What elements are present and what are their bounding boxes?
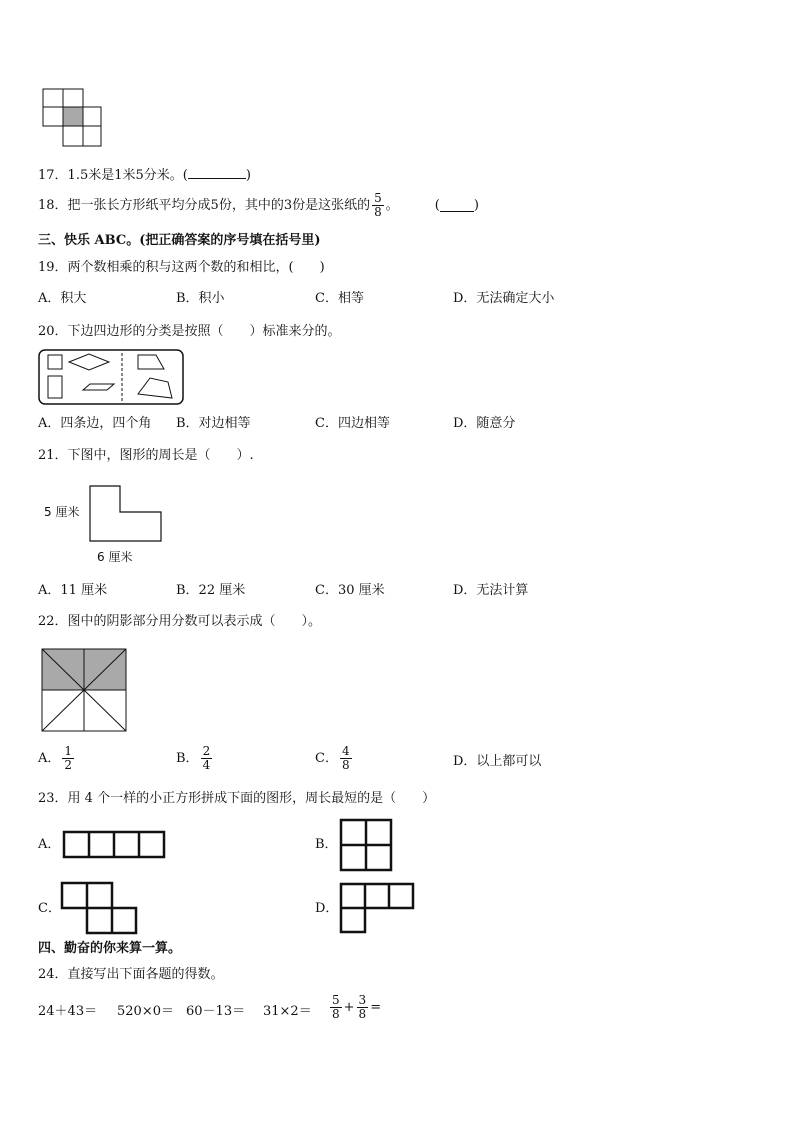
q23-option-d-label[interactable]: D．: [315, 901, 339, 916]
q22-option-b[interactable]: B． $\frac{2}{4}$: [176, 744, 211, 772]
question-24: 24．直接写出下面各题的得数。: [38, 967, 224, 982]
l-shape-figure: [88, 484, 164, 544]
q20-option-d[interactable]: D．随意分: [453, 416, 516, 431]
q23-shape-d: [339, 882, 417, 934]
section-4-heading: 四、勤奋的你来算一算。: [38, 941, 182, 956]
question-22: 22．图中的阴影部分用分数可以表示成（ ）。: [38, 614, 322, 629]
fraction-5-8: $\frac{5}{8}$: [374, 191, 382, 219]
q23-shape-c: [60, 881, 138, 935]
q20-option-c[interactable]: C．四边相等: [315, 416, 390, 431]
calc-item-2[interactable]: 520×0＝: [117, 1004, 174, 1019]
q23-option-c-label[interactable]: C．: [38, 901, 61, 916]
question-17: 17．1.5米是1米5分米。( ): [38, 168, 251, 183]
calc-item-5[interactable]: $\frac{5}{8}$ + $\frac{3}{8}$ =: [332, 993, 382, 1021]
q23-option-b-label[interactable]: B．: [315, 837, 338, 852]
q21-option-d[interactable]: D．无法计算: [453, 583, 529, 598]
q19-option-c[interactable]: C．相等: [315, 291, 364, 306]
q22-option-c[interactable]: C． $\frac{4}{8}$: [315, 744, 350, 772]
answer-blank-18[interactable]: [440, 199, 474, 212]
question-20: 20．下边四边形的分类是按照（ ）标准来分的。: [38, 324, 341, 339]
calc-item-1[interactable]: 24＋43＝: [38, 1004, 98, 1019]
q21-option-c[interactable]: C．30 厘米: [315, 583, 385, 598]
q20-option-b[interactable]: B．对边相等: [176, 416, 251, 431]
height-label: 5 厘米: [44, 505, 80, 519]
section-3-heading: 三、快乐 ABC。(把正确答案的序号填在括号里): [38, 233, 321, 248]
question-23: 23．用 4 个一样的小正方形拼成下面的图形，周长最短的是（ ）: [38, 791, 436, 806]
quadrilateral-classification-figure: [38, 349, 184, 405]
q23-option-a-label[interactable]: A．: [38, 837, 61, 852]
shaded-square-figure: [40, 647, 128, 733]
answer-blank-17[interactable]: [188, 166, 246, 179]
q22-option-d[interactable]: D．以上都可以: [453, 754, 542, 769]
calc-item-3[interactable]: 60－13＝: [186, 1004, 246, 1019]
width-label: 6 厘米: [97, 550, 133, 564]
q20-option-a[interactable]: A．四条边，四个角: [38, 416, 152, 431]
q23-shape-b: [339, 818, 393, 872]
q22-option-a[interactable]: A． $\frac{1}{2}$: [38, 744, 73, 772]
q19-option-d[interactable]: D．无法确定大小: [453, 291, 555, 306]
q21-option-b[interactable]: B．22 厘米: [176, 583, 246, 598]
q21-option-a[interactable]: A．11 厘米: [38, 583, 108, 598]
q19-option-b[interactable]: B．积小: [176, 291, 225, 306]
question-21: 21．下图中，图形的周长是（ ）.: [38, 448, 254, 463]
calc-item-4[interactable]: 31×2＝: [263, 1004, 312, 1019]
question-18: 18．把一张长方形纸平均分成5份，其中的3份是这张纸的 $\frac{5}{8}$ 。 ( ): [38, 191, 479, 219]
q19-option-a[interactable]: A．积大: [38, 291, 87, 306]
q23-shape-a: [62, 830, 166, 860]
grid-figure-top: [40, 86, 104, 150]
question-19: 19．两个数相乘的积与这两个数的和相比，( ): [38, 260, 325, 275]
